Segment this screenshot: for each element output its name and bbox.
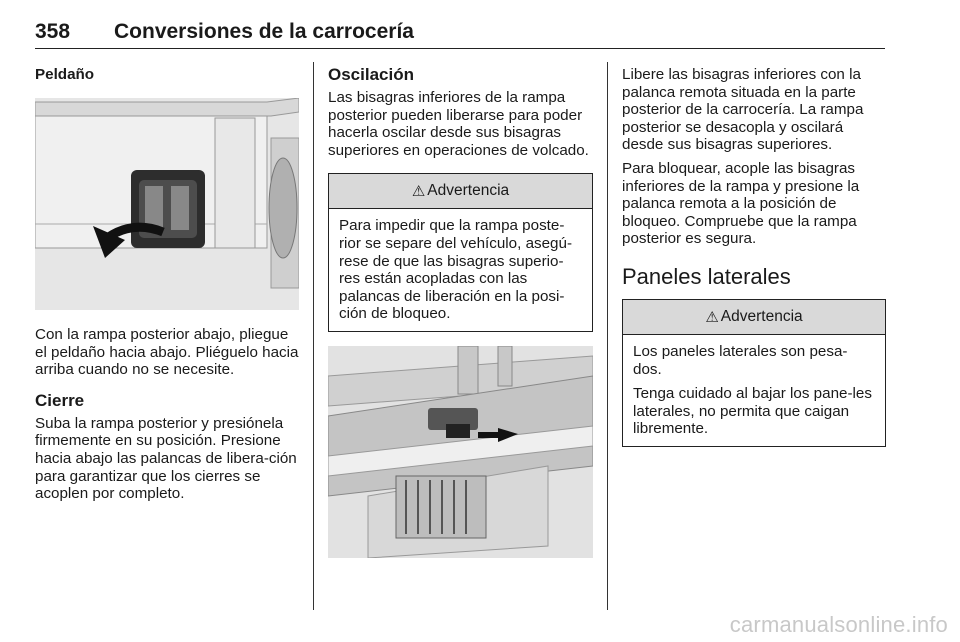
watermark: carmanualsonline.info: [729, 612, 948, 637]
paragraph: Las bisagras inferiores de la rampa posterior pueden liberarse para poder hacerla oscilar desde sus bisagras superiores en operaciones de volcado.: [328, 89, 589, 159]
warning-box: [328, 173, 593, 332]
warning-box: [622, 299, 886, 447]
step-figure: [35, 98, 299, 310]
page-number: 358: [35, 20, 71, 43]
warning-text: Para impedir que la rampa poste-rior se separe del vehículo, asegú-rese de que las bisagras superio-res están acopladas con las palancas de liberación en la posi-ción de bloqueo.: [339, 217, 573, 323]
column-divider: [313, 62, 314, 610]
warning-body: [329, 209, 592, 331]
section-heading-peldano: Peldaño: [35, 66, 95, 83]
warning-text: Los paneles laterales son pesa-dos.: [633, 342, 848, 378]
section-heading-cierre: Cierre: [35, 390, 85, 410]
hinge-figure: [328, 346, 593, 558]
page-title: Conversiones de la carrocería: [114, 20, 414, 43]
page-header: [35, 12, 885, 49]
section-heading-paneles-laterales: Paneles laterales: [622, 263, 791, 289]
warning-triangle-icon: ⚠: [411, 183, 426, 201]
warning-body: [623, 335, 885, 446]
step-illustration: [35, 98, 299, 310]
warning-header: [623, 300, 885, 335]
warning-title: Advertencia: [427, 182, 510, 200]
warning-triangle-icon: ⚠: [705, 308, 719, 326]
paragraph: Para bloquear, acople las bisagras inferiores de la rampa y presione la palanca remota a la posición de bloqueo. Compruebe que la rampa posterior es segura.: [622, 159, 860, 248]
warning-title: Advertencia: [720, 307, 803, 325]
hinge-lever-illustration: [328, 346, 593, 558]
warning-text: Tenga cuidado al bajar los pane-les laterales, no permita que caigan libremente.: [633, 385, 872, 438]
column-2: [328, 62, 593, 558]
paragraph: Con la rampa posterior abajo, pliegue el peldaño hacia abajo. Pliéguelo hacia arriba cuando no se necesite.: [35, 326, 299, 379]
paragraph: Suba la rampa posterior y presiónela firmemente en su posición. Presione hacia abajo las palancas de libera-ción para garantizar que los cierres se acoplen por completo.: [35, 414, 297, 503]
warning-header: [329, 174, 592, 209]
section-heading-oscilacion: Oscilación: [328, 65, 414, 84]
column-1: [35, 62, 299, 503]
paragraph: Libere las bisagras inferiores con la palanca remota situada en la parte posterior de la carrocería. La rampa posterior se desacopla y oscilará desde sus bisagras superiores.: [622, 66, 864, 154]
column-divider: [607, 62, 608, 610]
column-3: [622, 62, 886, 447]
